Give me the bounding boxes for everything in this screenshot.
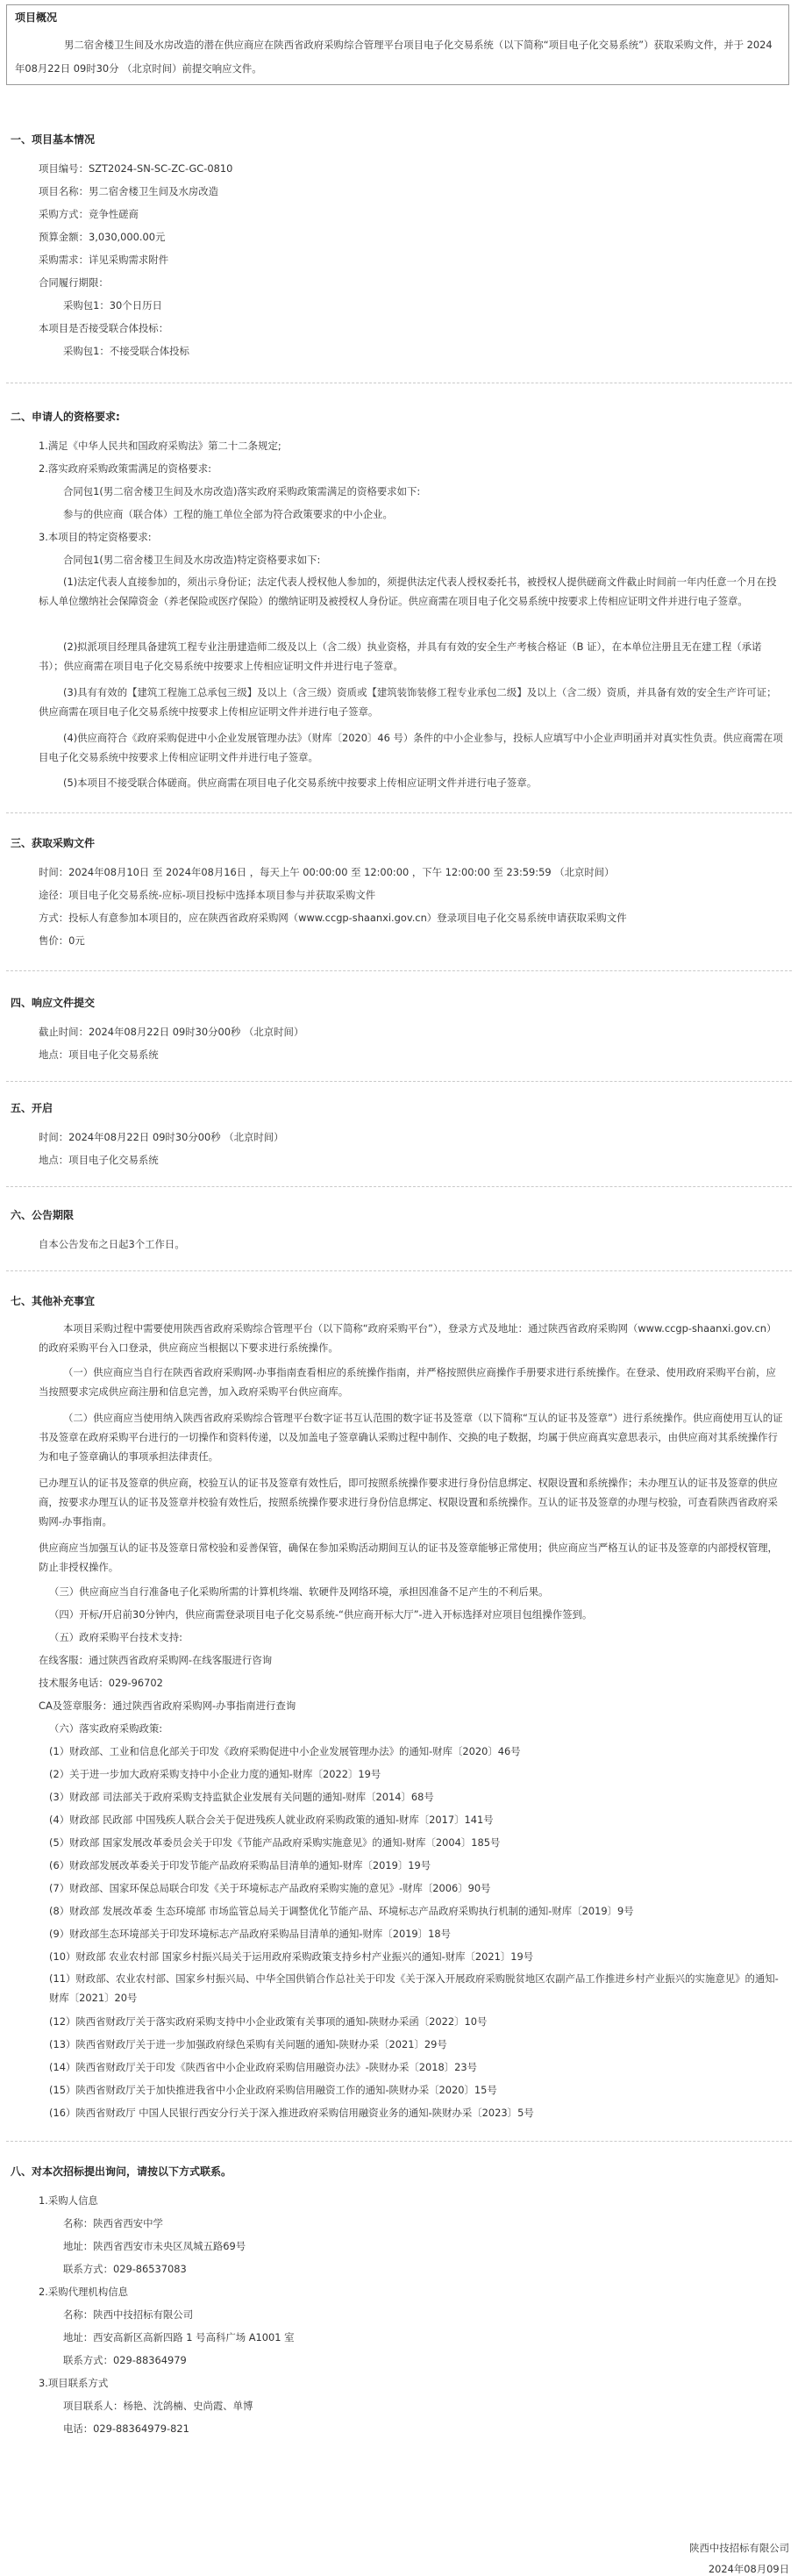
tech-support-phone: 技术服务电话：029-96702 xyxy=(39,1677,163,1689)
policy-item-13: (13）陕西省财政厅关于进一步加强政府绿色采购有关问题的通知-陕财办采〔2021〕29号 xyxy=(49,2038,447,2050)
obtain-time: 时间：2024年08月10日 至 2024年08月16日 ，每天上午 00:00:00 至 12:00:00 ，下午 12:00:00 至 23:59:59 （北京时间） xyxy=(39,866,615,878)
tech-support-heading: （五）政府采购平台技术支持: xyxy=(49,1631,182,1643)
contract-period-value: 采购包1：30个日历日 xyxy=(63,299,162,311)
policy-item-10: (10）财政部 农业农村部 国家乡村振兴局关于运用政府采购政策支持乡村产业振兴的通知-财库〔2021〕19号 xyxy=(49,1950,534,1963)
policy-item-5: (5）财政部 国家发展改革委员会关于印发《节能产品政府采购实施意见》的通知-财库〔2004〕185号 xyxy=(49,1836,501,1849)
special-requirement-3: (3)具有有效的【建筑工程施工总承包三级】及以上（含三级）资质或【建筑装饰装修工程专业承包二级】及以上（含二级）资质，并具备有效的安全生产许可证；供应商需在项目电子化交易系统中按要求上传相应证明文件并进行电子签章。 xyxy=(39,686,777,718)
policy-item-9: (9）财政部生态环境部关于印发环境标志产品政府采购品目清单的通知-财库〔2019〕18号 xyxy=(49,1928,451,1940)
project-name: 项目名称：男二宿舍楼卫生间及水房改造 xyxy=(39,185,219,197)
section-title-opening: 五、开启 xyxy=(11,1102,53,1114)
supplementary-item-3: 已办理互认的证书及签章的供应商，校验互认的证书及签章有效性后，即可按照系统操作要求进行身份信息绑定、权限设置和系统操作；未办理互认的证书及签章的供应商，按要求办理互认的证书及签章并校验有效性后，按照系统操作要求进行身份信息绑定、权限设置和系统操作。互认的证书及签章的办理与校验，可查看陕西省政府采购网-办事指南。 xyxy=(39,1477,778,1528)
section-title-announcement-period: 六、公告期限 xyxy=(11,1209,75,1221)
section-title-basic-info: 一、项目基本情况 xyxy=(11,133,96,146)
section-divider xyxy=(6,2141,792,2142)
section-title-submission: 四、响应文件提交 xyxy=(11,997,96,1009)
section-divider xyxy=(6,1186,792,1187)
tech-support-online: 在线客服：通过陕西省政府采购网-在线客服进行咨询 xyxy=(39,1654,273,1666)
obtain-price: 售价：0元 xyxy=(39,934,85,947)
policy-requirement-text: 参与的供应商（联合体）工程的施工单位全部为符合政策要求的中小企业。 xyxy=(63,508,393,520)
opening-time: 时间：2024年08月22日 09时30分00秒 （北京时间） xyxy=(39,1131,284,1143)
submission-location: 地点：项目电子化交易系统 xyxy=(39,1048,159,1061)
agency-heading: 2.采购代理机构信息 xyxy=(39,2286,128,2298)
qualification-item-2: 2.落实政府采购政策需满足的资格要求: xyxy=(39,462,211,475)
supplementary-item-6: （四）开标/开启前30分钟内，供应商需登录项目电子化交易系统-“供应商开标大厅”-进入开标选择对应项目包组操作签到。 xyxy=(49,1608,593,1621)
consortium-value: 采购包1：不接受联合体投标 xyxy=(63,345,189,357)
section-divider xyxy=(6,970,792,971)
purchaser-heading: 1.采购人信息 xyxy=(39,2194,98,2207)
signature-organization: 陕西中技招标有限公司 xyxy=(689,2542,789,2554)
policy-item-16: (16）陕西省财政厅 中国人民银行西安分行关于深入推进政府采购信用融资业务的通知-陕财办采〔2023〕5号 xyxy=(49,2107,534,2119)
signature-date: 2024年08月09日 xyxy=(708,2563,789,2575)
project-number: 项目编号：SZT2024-SN-SC-ZC-GC-0810 xyxy=(39,162,233,175)
policy-item-2: (2）关于进一步加大政府采购支持中小企业力度的通知-财库〔2022〕19号 xyxy=(49,1768,381,1780)
purchaser-address: 地址：陕西省西安市未央区凤城五路69号 xyxy=(63,2240,246,2252)
procurement-method: 采购方式：竞争性磋商 xyxy=(39,208,139,220)
policy-item-8: (8）财政部 发展改革委 生态环境部 市场监管总局关于调整优化节能产品、环境标志产品政府采购执行机制的通知-财库〔2019〕9号 xyxy=(49,1905,634,1917)
policy-item-12: (12）陕西省财政厅关于落实政府采购支持中小企业政策有关事项的通知-陕财办采函〔2022〕10号 xyxy=(49,2015,488,2028)
purchaser-contact: 联系方式：029-86537083 xyxy=(63,2263,187,2275)
contract-period-label: 合同履行期限： xyxy=(39,276,109,289)
supplementary-intro: 本项目采购过程中需要使用陕西省政府采购综合管理平台（以下简称“政府采购平台”），登录方式及地址：通过陕西省政府采购网（www.ccgp-shaanxi.gov.cn）的政府采购平台入口登录，供应商应当根据以下要求进行系统操作。 xyxy=(39,1322,777,1354)
section-title-contact: 八、对本次招标提出询问，请按以下方式联系。 xyxy=(11,2165,232,2178)
policy-item-6: (6）财政部发展改革委关于印发节能产品政府采购品目清单的通知-财库〔2019〕19号 xyxy=(49,1859,431,1871)
purchaser-name: 名称：陕西省西安中学 xyxy=(63,2217,163,2229)
agency-contact: 联系方式：029-88364979 xyxy=(63,2354,187,2366)
procurement-requirement: 采购需求：详见采购需求附件 xyxy=(39,254,169,266)
policy-item-11: (11）财政部、农业农村部、国家乡村振兴局、中华全国供销合作总社关于印发《关于深入开展政府采购脱贫地区农副产品工作推进乡村产业振兴的实施意见》的通知-财库〔2021〕20号 xyxy=(49,1972,779,2004)
policy-item-3: (3）财政部 司法部关于政府采购支持监狱企业发展有关问题的通知-财库〔2014〕68号 xyxy=(49,1791,434,1803)
obtain-method: 方式：投标人有意参加本项目的，应在陕西省政府采购网（www.ccgp-shaanxi.gov.cn）登录项目电子化交易系统申请获取采购文件 xyxy=(39,912,627,924)
special-requirement-heading: 合同包1(男二宿舍楼卫生间及水房改造)特定资格要求如下: xyxy=(63,554,321,566)
policy-item-7: (7）财政部、国家环保总局联合印发《关于环境标志产品政府采购实施的意见》-财库〔2006〕90号 xyxy=(49,1882,491,1894)
policy-requirement-heading: 合同包1(男二宿舍楼卫生间及水房改造)落实政府采购政策需满足的资格要求如下: xyxy=(63,485,421,497)
project-contact-phone: 电话：029-88364979-821 xyxy=(63,2422,189,2435)
overview-text: 男二宿舍楼卫生间及水房改造的潜在供应商应在陕西省政府采购综合管理平台项目电子化交易系统（以下简称“项目电子化交易系统”）获取采购文件，并于 2024年08月22日 09时30分 （北京时间）前提交响应文件。 xyxy=(15,39,773,75)
project-overview-box xyxy=(6,4,789,85)
section-divider xyxy=(6,812,792,813)
agency-address: 地址：西安高新区高新四路 1 号高科广场 A1001 室 xyxy=(63,2331,295,2343)
supplementary-item-1: （一）供应商应当自行在陕西省政府采购网-办事指南查看相应的系统操作指南，并严格按照供应商操作手册要求进行系统操作。在登录、使用政府采购平台前，应当按照要求完成供应商注册和信息完善，加入政府采购平台供应商库。 xyxy=(39,1366,776,1398)
budget-amount: 预算金额：3,030,000.00元 xyxy=(39,231,166,243)
project-contact-person: 项目联系人：杨艳、沈鸽楠、史尚霞、单博 xyxy=(63,2400,253,2412)
policy-item-1: (1）财政部、工业和信息化部关于印发《政府采购促进中小企业发展管理办法》的通知-财库〔2020〕46号 xyxy=(49,1745,521,1757)
supplementary-item-5: （三）供应商应当自行准备电子化采购所需的计算机终端、软硬件及网络环境，承担因准备不足产生的不利后果。 xyxy=(49,1585,549,1598)
section-divider xyxy=(6,1081,792,1082)
qualification-item-3: 3.本项目的特定资格要求: xyxy=(39,531,152,543)
project-contact-heading: 3.项目联系方式 xyxy=(39,2377,109,2389)
policy-heading: （六）落实政府采购政策: xyxy=(49,1722,163,1735)
qualification-item-1: 1.满足《中华人民共和国政府采购法》第二十二条规定; xyxy=(39,440,281,452)
special-requirement-4: (4)供应商符合《政府采购促进中小企业发展管理办法》（财库〔2020〕46 号）条件的中小企业参与，投标人应填写中小企业声明函并对真实性负责。供应商需在项目电子化交易系统中按要求上传相应证明文件并进行电子签章。 xyxy=(39,732,783,763)
supplementary-item-2: （二）供应商应当使用纳入陕西省政府采购综合管理平台数字证书互认范围的数字证书及签章（以下简称“互认的证书及签章”）进行系统操作。供应商使用互认的证书及签章在政府采购平台进行的一切操作和资料传递，以及加盖电子签章确认采购过程中制作、交换的电子数据，均属于供应商真实意思表示，由供应商对其系统操作行为和电子签章确认的事项承担法律责任。 xyxy=(39,1412,783,1463)
section-divider xyxy=(6,1270,792,1271)
agency-name: 名称：陕西中技招标有限公司 xyxy=(63,2308,194,2321)
special-requirement-1: (1)法定代表人直接参加的，须出示身份证；法定代表人授权他人参加的，须提供法定代表人授权委托书，被授权人提供磋商文件截止时间前一年内任意一个月在投标人单位缴纳社会保障资金（养老保险或医疗保险）的缴纳证明及被授权人身份证。供应商需在项目电子化交易系统中按要求上传相应证明文件并进行电子签章。 xyxy=(39,576,777,607)
section-title-obtain-documents: 三、获取采购文件 xyxy=(11,837,96,849)
special-requirement-5: (5)本项目不接受联合体磋商。供应商需在项目电子化交易系统中按要求上传相应证明文件并进行电子签章。 xyxy=(63,776,538,789)
policy-item-14: (14）陕西省财政厅关于印发《陕西省中小企业政府采购信用融资办法》-陕财办采〔2018〕23号 xyxy=(49,2061,477,2073)
obtain-channel: 途径：项目电子化交易系统-应标-项目投标中选择本项目参与并获取采购文件 xyxy=(39,889,376,901)
policy-item-15: (15）陕西省财政厅关于加快推进我省中小企业政府采购信用融资工作的通知-陕财办采〔2020〕15号 xyxy=(49,2084,497,2096)
tech-support-ca: CA及签章服务：通过陕西省政府采购网-办事指南进行查询 xyxy=(39,1699,296,1712)
overview-title: 项目概况 xyxy=(15,11,58,24)
section-title-supplementary: 七、其他补充事宜 xyxy=(11,1295,96,1307)
policy-item-4: (4）财政部 民政部 中国残疾人联合会关于促进残疾人就业政府采购政策的通知-财库〔2017〕141号 xyxy=(49,1814,494,1826)
section-title-qualification: 二、申请人的资格要求: xyxy=(11,411,120,423)
consortium-label: 本项目是否接受联合体投标： xyxy=(39,322,169,334)
submission-deadline: 截止时间：2024年08月22日 09时30分00秒 （北京时间） xyxy=(39,1026,304,1038)
announcement-period-text: 自本公告发布之日起3个工作日。 xyxy=(39,1238,185,1250)
opening-location: 地点：项目电子化交易系统 xyxy=(39,1154,159,1166)
supplementary-item-4: 供应商应当加强互认的证书及签章日常校验和妥善保管，确保在参加采购活动期间互认的证书及签章能够正常使用；供应商应当严格互认的证书及签章的内部授权管理，防止非授权操作。 xyxy=(39,1542,778,1573)
special-requirement-2: (2)拟派项目经理具备建筑工程专业注册建造师二级及以上（含二级）执业资格，并具有有效的安全生产考核合格证（B 证），在本单位注册且无在建工程（承诺书）；供应商需在项目电子化交易系统中按要求上传相应证明文件并进行电子签章。 xyxy=(39,640,762,672)
